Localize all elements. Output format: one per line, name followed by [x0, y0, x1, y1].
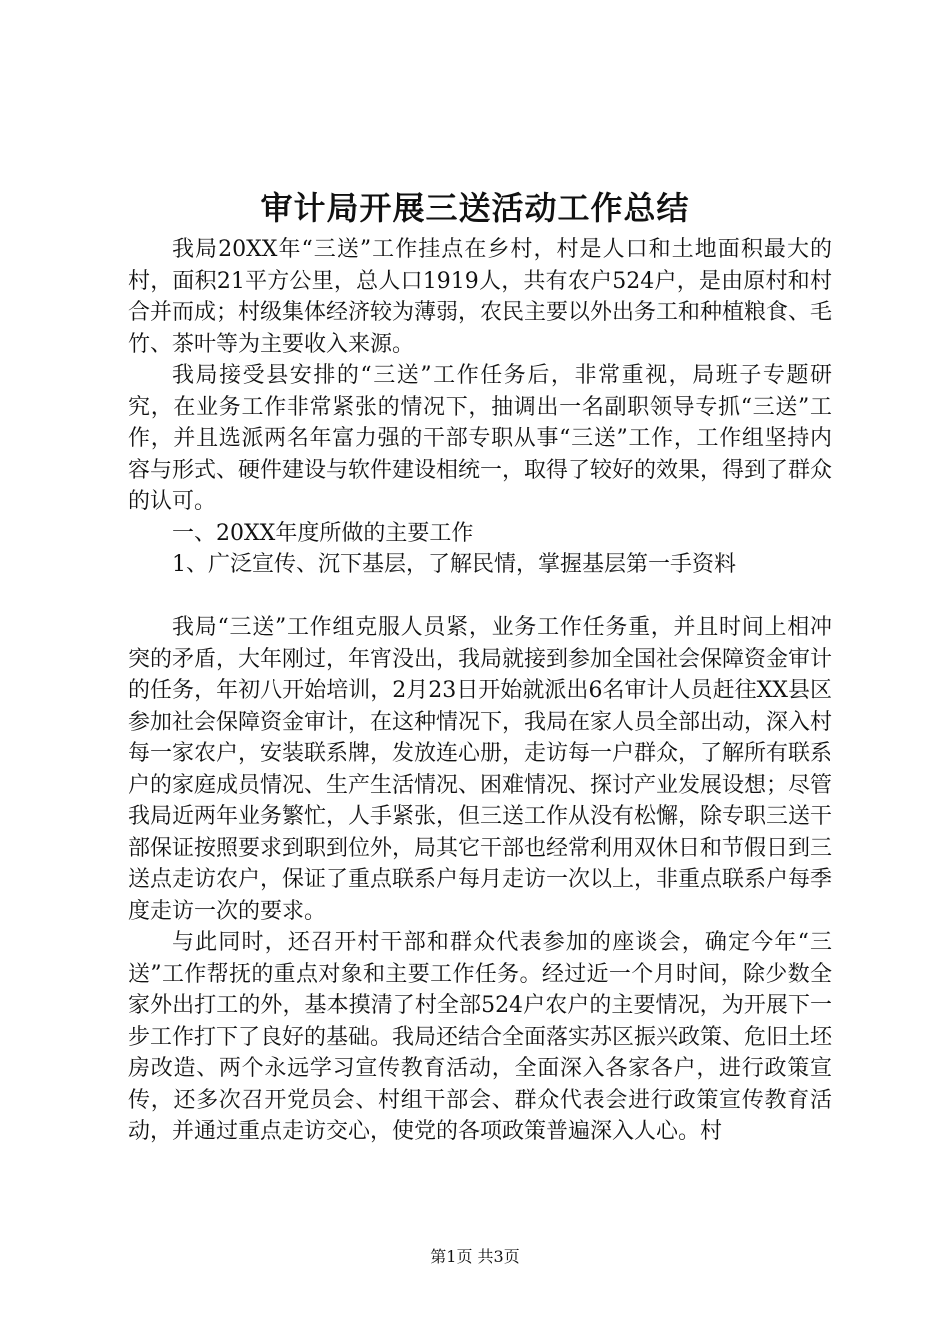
page-footer: 第1页 共3页 [430, 1247, 520, 1266]
paragraph-village-overview: 我局20XX年“三送”工作挂点在乡村，村是人口和土地面积最大的村，面积21平方公里，总人口1919人，共有农户524户，是由原村和村合并而成；村级集体经济较为薄弱，农民主要以外出务工和种植粮食、毛竹、茶叶等为主要收入来源。 [128, 237, 833, 357]
subsection-heading-publicity: 1、广泛宣传、沉下基层，了解民情，掌握基层第一手资料 [172, 552, 736, 577]
section-heading-main-work: 一、20XX年度所做的主要工作 [172, 520, 474, 546]
paragraph-task-arrangement: 我局接受县安排的“三送”工作任务后，非常重视，局班子专题研究，在业务工作非常紧张的情况下，抽调出一名副职领导专抓“三送”工作，并且选派两名年富力强的干部专职从事“三送”工作，工作组坚持内容与形式、硬件建设与软件建设相统一，取得了较好的效果，得到了群众的认可。 [128, 363, 833, 514]
document-body [128, 234, 832, 1148]
paragraph-symposium: 与此同时，还召开村干部和群众代表参加的座谈会，确定今年“三送”工作帮抚的重点对象和主要工作任务。经过近一个月时间，除少数全家外出打工的外，基本摸清了村全部524户农户的主要情况，为开展下一步工作打下了良好的基础。我局还结合全面落实苏区振兴政策、危旧土坯房改造、两个永远学习宣传教育活动，全面深入各家各户，进行政策宣传，还多次召开党员会、村组干部会、群众代表会进行政策宣传教育活动，并通过重点走访交心，使党的各项政策普遍深入人心。村 [128, 930, 833, 1144]
document-title: 审计局开展三送活动工作总结 [260, 189, 690, 227]
paragraph-work-team-visits: 我局“三送”工作组克服人员紧，业务工作任务重，并且时间上相冲突的矛盾，大年刚过，年宵没出，我局就接到参加全国社会保障资金审计的任务，年初八开始培训，2月23日开始就派出6名审计人员赶往XX县区参加社会保障资金审计，在这种情况下，我局在家人员全部出动，深入村每一家农户，安装联系牌，发放连心册，走访每一户群众，了解所有联系户的家庭成员情况、生产生活情况、困难情况、探讨产业发展设想；尽管我局近两年业务繁忙，人手紧张，但三送工作从没有松懈，除专职三送干部保证按照要求到职到位外，局其它干部也经常利用双休日和节假日到三送点走访农户，保证了重点联系户每月走访一次以上，非重点联系户每季度走访一次的要求。 [128, 615, 833, 924]
